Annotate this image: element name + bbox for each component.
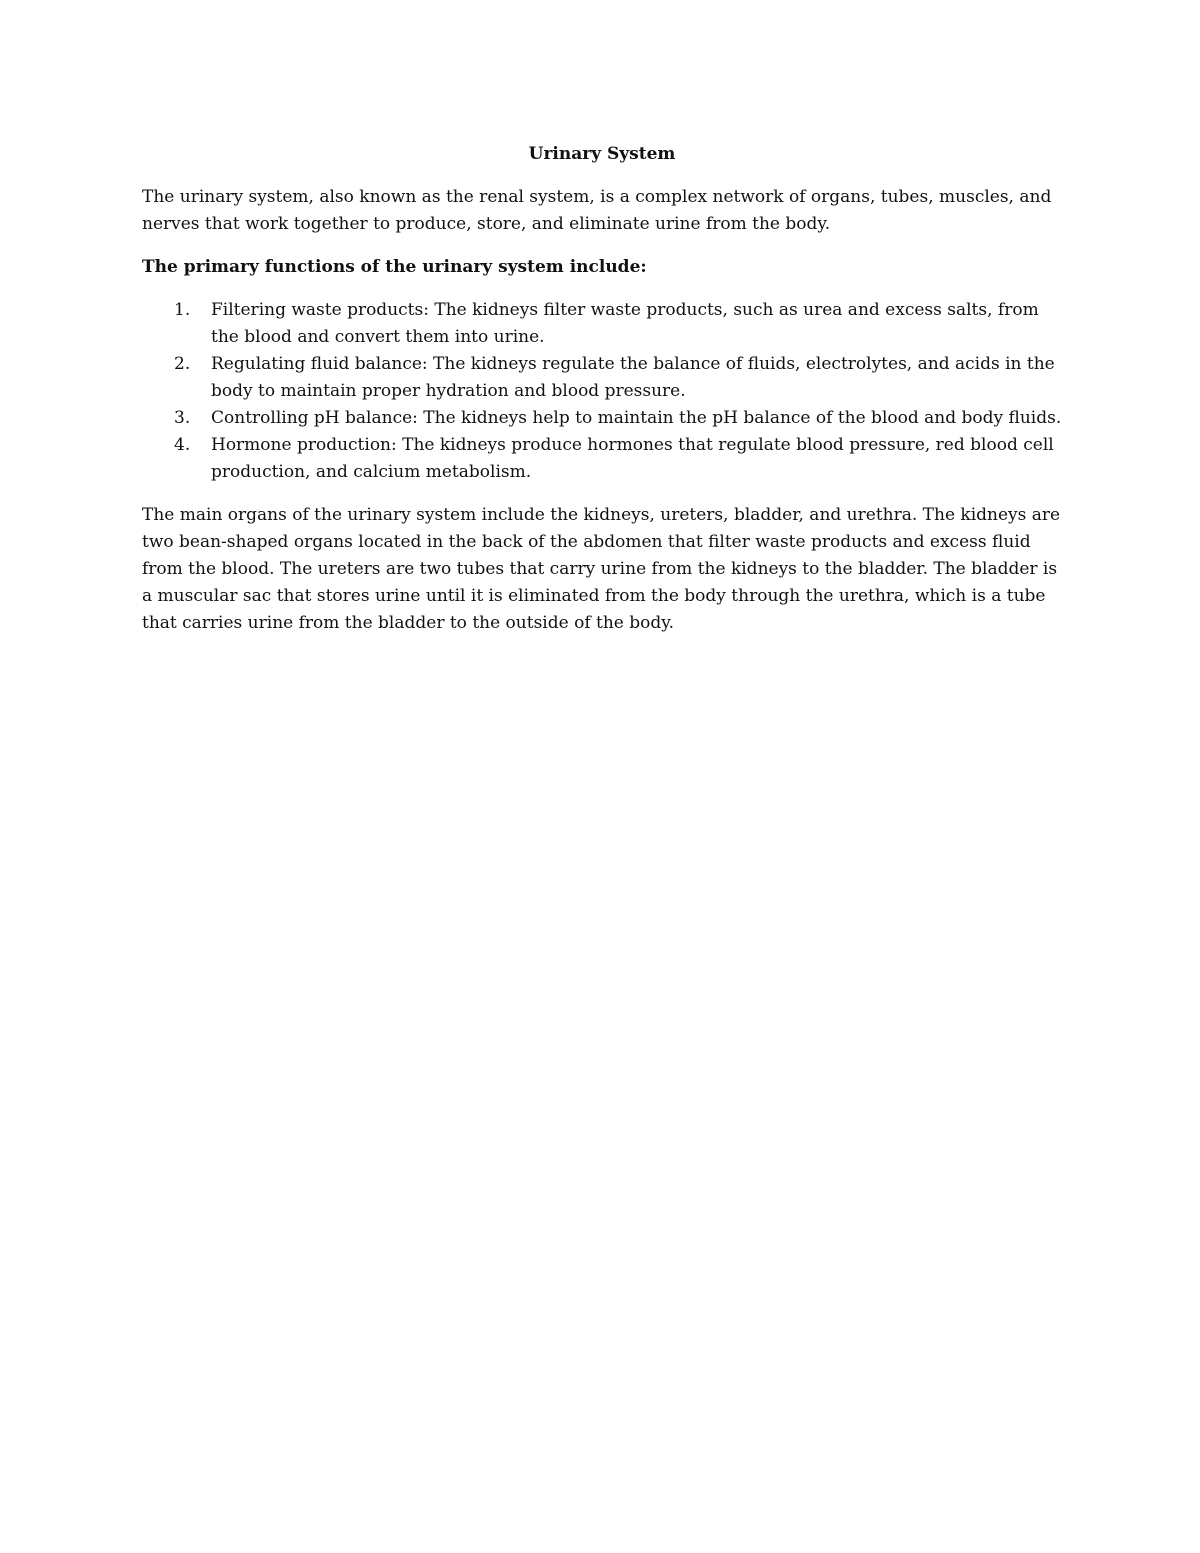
list-item [142,405,1062,432]
list-item-number: 4. [174,435,191,455]
list-item-text: Hormone production: The kidneys produce hormones that regulate blood pressure, red blood cell production, and calcium metabolism. [211,435,1054,482]
list-item-text: Filtering waste products: The kidneys filter waste products, such as urea and excess salts, from the blood and convert them into urine. [211,300,1039,347]
document-title: Urinary System [528,144,676,164]
list-item-text: Controlling pH balance: The kidneys help to maintain the pH balance of the blood and body fluids. [211,408,1062,428]
list-item-number: 2. [174,354,191,374]
list-item-number: 1. [174,300,191,320]
list-item-number: 3. [174,408,191,428]
list-item [142,432,1062,486]
functions-list [142,297,1062,486]
list-item [142,351,1062,405]
intro-paragraph: The urinary system, also known as the renal system, is a complex network of organs, tubes, muscles, and nerves that work together to produce, store, and eliminate urine from the body. [142,187,1052,234]
list-item [142,297,1062,351]
organs-paragraph: The main organs of the urinary system include the kidneys, ureters, bladder, and urethra. The kidneys are two bean-shaped organs located in the back of the abdomen that filter waste products and excess fluid from the blood. The ureters are two tubes that carry urine from the kidneys to the bladder. The bladder is a muscular sac that stores urine until it is eliminated from the body through the urethra, which is a tube that carries urine from the bladder to the outside of the body. [142,505,1061,633]
list-item-text: Regulating fluid balance: The kidneys regulate the balance of fluids, electrolytes, and acids in the body to maintain proper hydration and blood pressure. [211,354,1055,401]
document-body [142,140,1062,653]
functions-heading: The primary functions of the urinary system include: [142,257,647,277]
